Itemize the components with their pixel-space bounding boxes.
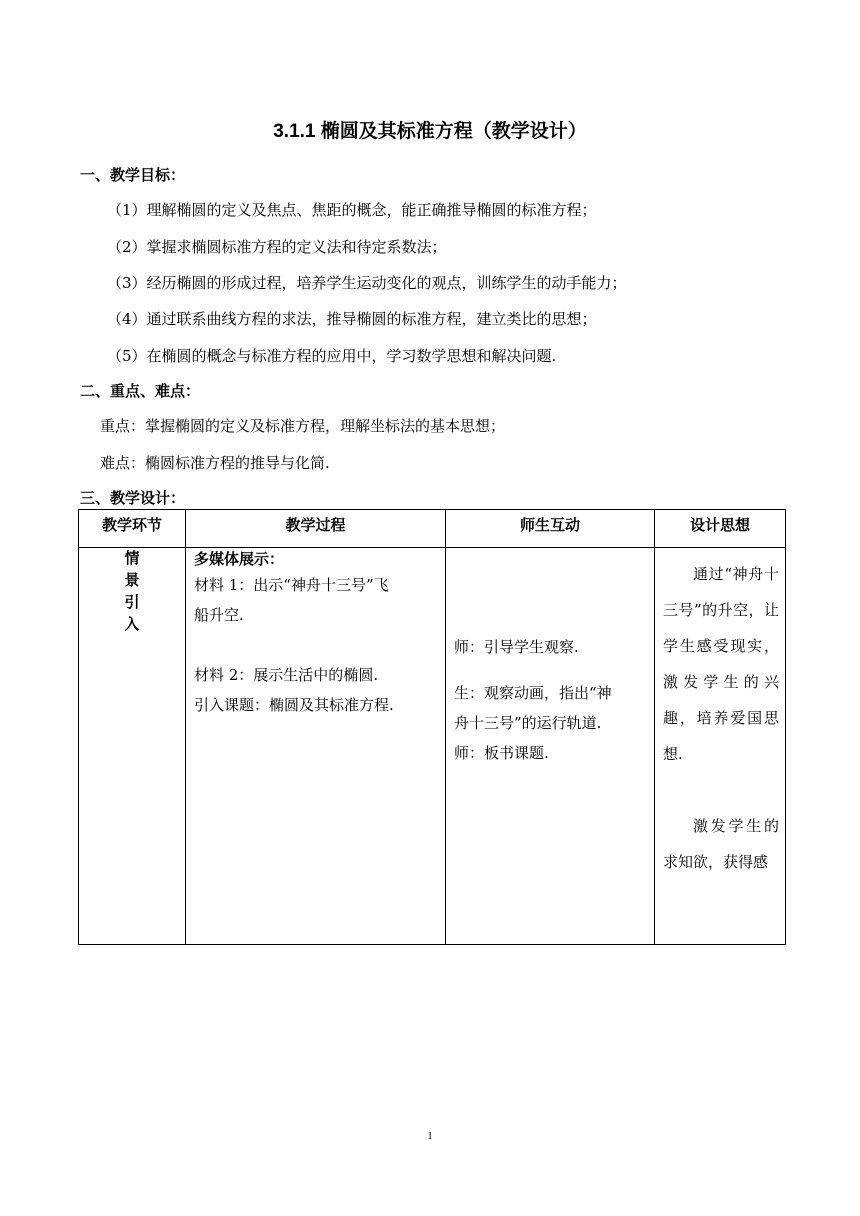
objective-item: （4）通过联系曲线方程的求法，推导椭圆的标准方程，建立类比的思想； bbox=[107, 310, 597, 328]
header-idea: 设计思想 bbox=[655, 510, 786, 548]
document-title: 3.1.1 椭圆及其标准方程（教学设计） bbox=[273, 121, 587, 142]
process-line: 材料 1：出示“神舟十三号”飞 bbox=[194, 576, 389, 594]
objective-item: （2）掌握求椭圆标准方程的定义法和待定系数法； bbox=[107, 238, 447, 256]
process-cell bbox=[186, 548, 446, 945]
section-keypoints-heading: 二、重点、难点： bbox=[80, 383, 201, 400]
idea-text: 激发学生的求知欲，获得感 bbox=[663, 817, 779, 871]
section-objectives-heading: 一、教学目标： bbox=[80, 167, 186, 184]
objective-item: （3）经历椭圆的形成过程，培养学生运动变化的观点，训练学生的动手能力； bbox=[107, 274, 627, 292]
header-stage: 教学环节 bbox=[79, 510, 186, 548]
idea-text: 通过“神舟十三号”的升空，让学生感受现实，激发学生的兴趣，培养爱国思想. bbox=[663, 565, 779, 763]
idea-cell bbox=[655, 548, 786, 945]
header-interaction: 师生互动 bbox=[446, 510, 655, 548]
interaction-cell bbox=[446, 548, 655, 945]
teaching-design-table bbox=[78, 509, 786, 945]
header-process: 教学过程 bbox=[186, 510, 446, 548]
table-header-row bbox=[79, 510, 786, 548]
interaction-line: 舟十三号”的运行轨道. bbox=[454, 714, 602, 732]
stage-cell bbox=[79, 548, 186, 945]
difficulty-text: 难点：椭圆标准方程的推导与化简. bbox=[100, 454, 330, 472]
objective-item: （5）在椭圆的概念与标准方程的应用中，学习数学思想和解决问题. bbox=[107, 347, 557, 365]
stage-char: 景 bbox=[124, 572, 140, 589]
process-line: 引入课题：椭圆及其标准方程. bbox=[194, 696, 394, 714]
interaction-line: 师：板书课题. bbox=[454, 744, 549, 762]
process-line: 材料 2：展示生活中的椭圆. bbox=[194, 666, 379, 684]
process-line: 船升空. bbox=[194, 606, 244, 624]
stage-char: 入 bbox=[124, 616, 140, 633]
objective-item: （1）理解椭圆的定义及焦点、焦距的概念，能正确推导椭圆的标准方程； bbox=[107, 201, 597, 219]
interaction-line: 生：观察动画，指出“神 bbox=[454, 684, 612, 702]
interaction-line: 师：引导学生观察. bbox=[454, 638, 579, 656]
section-design-heading: 三、教学设计： bbox=[80, 490, 186, 507]
table-row bbox=[79, 548, 786, 945]
page-number: 1 bbox=[427, 1130, 433, 1142]
stage-char: 引 bbox=[124, 594, 140, 611]
stage-char: 情 bbox=[124, 550, 140, 567]
process-title: 多媒体展示： bbox=[194, 551, 285, 568]
key-point-text: 重点：掌握椭圆的定义及标准方程，理解坐标法的基本思想； bbox=[100, 417, 506, 435]
